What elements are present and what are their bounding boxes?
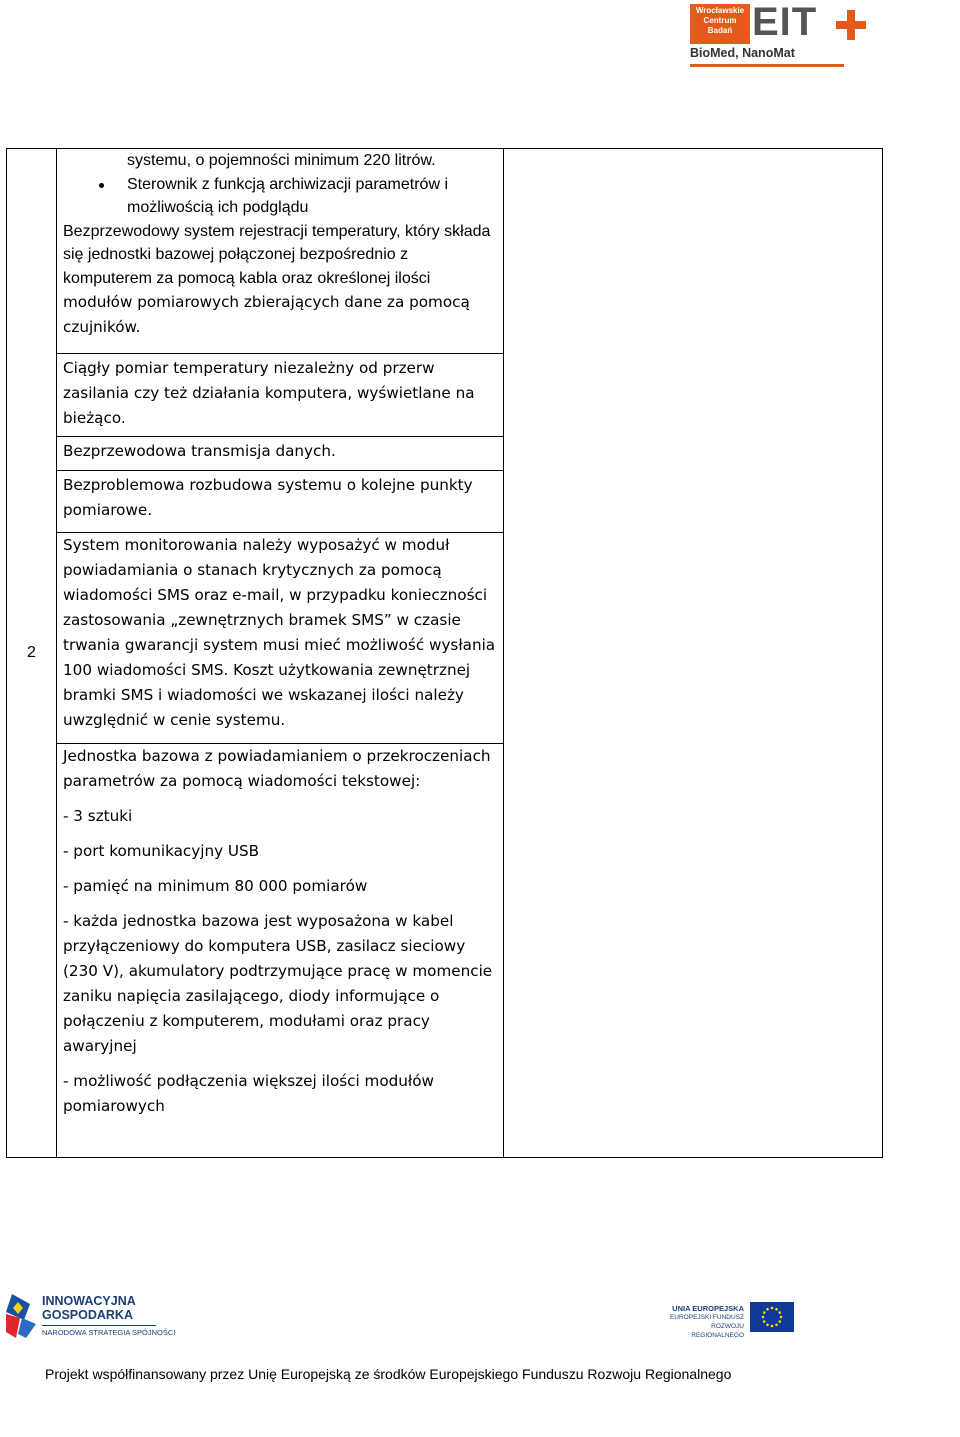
cell-text: Ciągły pomiar temperatury niezależny od przerw zasilania czy też działania komputera, wyświetlane na bieżąco. <box>63 359 475 427</box>
cell-text: Bezprzewodowa transmisja danych. <box>63 442 336 460</box>
logo-underline <box>690 64 844 67</box>
list-item: - 3 sztuki <box>63 807 133 825</box>
row-number: 2 <box>7 149 57 1158</box>
table-cell <box>57 744 504 1158</box>
table-cell <box>57 354 504 437</box>
eu-line3: ROZWOJU REGIONALNEGO <box>691 1323 744 1339</box>
footer-note: Projekt współfinansowany przez Unię Europejską ze środków Europejskiego Funduszu Rozwoju Regionalnego <box>45 1366 732 1382</box>
table-cell <box>57 533 504 744</box>
eit-logo <box>690 0 870 70</box>
eu-line1: UNIA EUROPEJSKA <box>672 1304 744 1313</box>
cell-text: System monitorowania należy wyposażyć w moduł powiadamiania o stanach krytycznych za pomocą wiadomości SMS oraz e-mail, w przypadku konieczności zastosowania „zewnętrznych bramek SMS” w czasie trwania gwarancji system musi mieć możliwość wysłania 100 wiadomości SMS. Koszt użytkowania zewnętrznej bramki SMS i wiadomości we wskazanej ilości należy uwzględnić w cenie systemu. <box>63 536 496 729</box>
cell-text: Bezprzewodowy system rejestracji temperatury, który składa się jednostki bazowej połączonej bezpośrednio z komputerem za pomocą kabla oraz określonej ilości <box>63 222 491 287</box>
table-cell-empty <box>504 149 883 1158</box>
eit-logo-text: EIT <box>752 0 818 44</box>
logo-box-line: Centrum <box>703 16 737 25</box>
eit-logo-box <box>690 4 750 44</box>
logo-box-line: Badań <box>707 26 733 35</box>
eu-text <box>666 1304 744 1340</box>
cell-text: systemu, o pojemności minimum 220 litrów. <box>127 152 436 169</box>
cell-text: Bezproblemowa rozbudowa systemu o kolejne punkty pomiarowe. <box>63 476 473 519</box>
list-item: - każda jednostka bazowa jest wyposażona w kabel przyłączeniowy do komputera USB, zasilacz sieciowy (230 V), akumulatory podtrzymujące pracę w momencie zaniku napięcia zasilającego, diody informujące o połączeniu z komputerem, modułami oraz pracy awaryjnej <box>63 912 493 1055</box>
divider <box>42 1325 156 1326</box>
list-item: - port komunikacyjny USB <box>63 842 260 860</box>
list-item: - pamięć na minimum 80 000 pomiarów <box>63 877 368 895</box>
table-row <box>7 149 883 354</box>
ig-line2: GOSPODARKA <box>42 1308 133 1322</box>
table-cell <box>57 437 504 471</box>
eu-flag-icon <box>750 1302 794 1332</box>
specification-table <box>6 148 883 1158</box>
cell-text: Jednostka bazowa z powiadamianiem o przekroczeniach parametrów za pomocą wiadomości tekstowej: <box>63 747 491 790</box>
ig-title <box>42 1294 136 1322</box>
eu-line2: EUROPEJSKI FUNDUSZ <box>669 1314 744 1321</box>
eit-logo-subtitle: BioMed, NanoMat <box>690 46 795 60</box>
star-emblem-icon <box>6 1294 36 1338</box>
innowacyjna-gospodarka-logo <box>6 1290 176 1342</box>
eu-logo <box>666 1302 796 1339</box>
cell-text: możliwością ich podglądu <box>127 199 309 216</box>
logo-box-line: Wrocławskie <box>695 6 745 15</box>
list-item: - możliwość podłączenia większej ilości modułów pomiarowych <box>63 1072 434 1115</box>
table-cell <box>57 149 504 354</box>
bullet-item: Sterownik z funkcją archiwizacji parametrów i <box>63 173 497 197</box>
plus-icon <box>836 10 866 40</box>
table-cell <box>57 471 504 533</box>
cell-text: modułów pomiarowych zbierających dane za pomocą czujników. <box>63 293 470 336</box>
ig-line1: INNOWACYJNA <box>42 1294 136 1308</box>
ig-line3: NARODOWA STRATEGIA SPÓJNOŚCI <box>42 1328 176 1337</box>
